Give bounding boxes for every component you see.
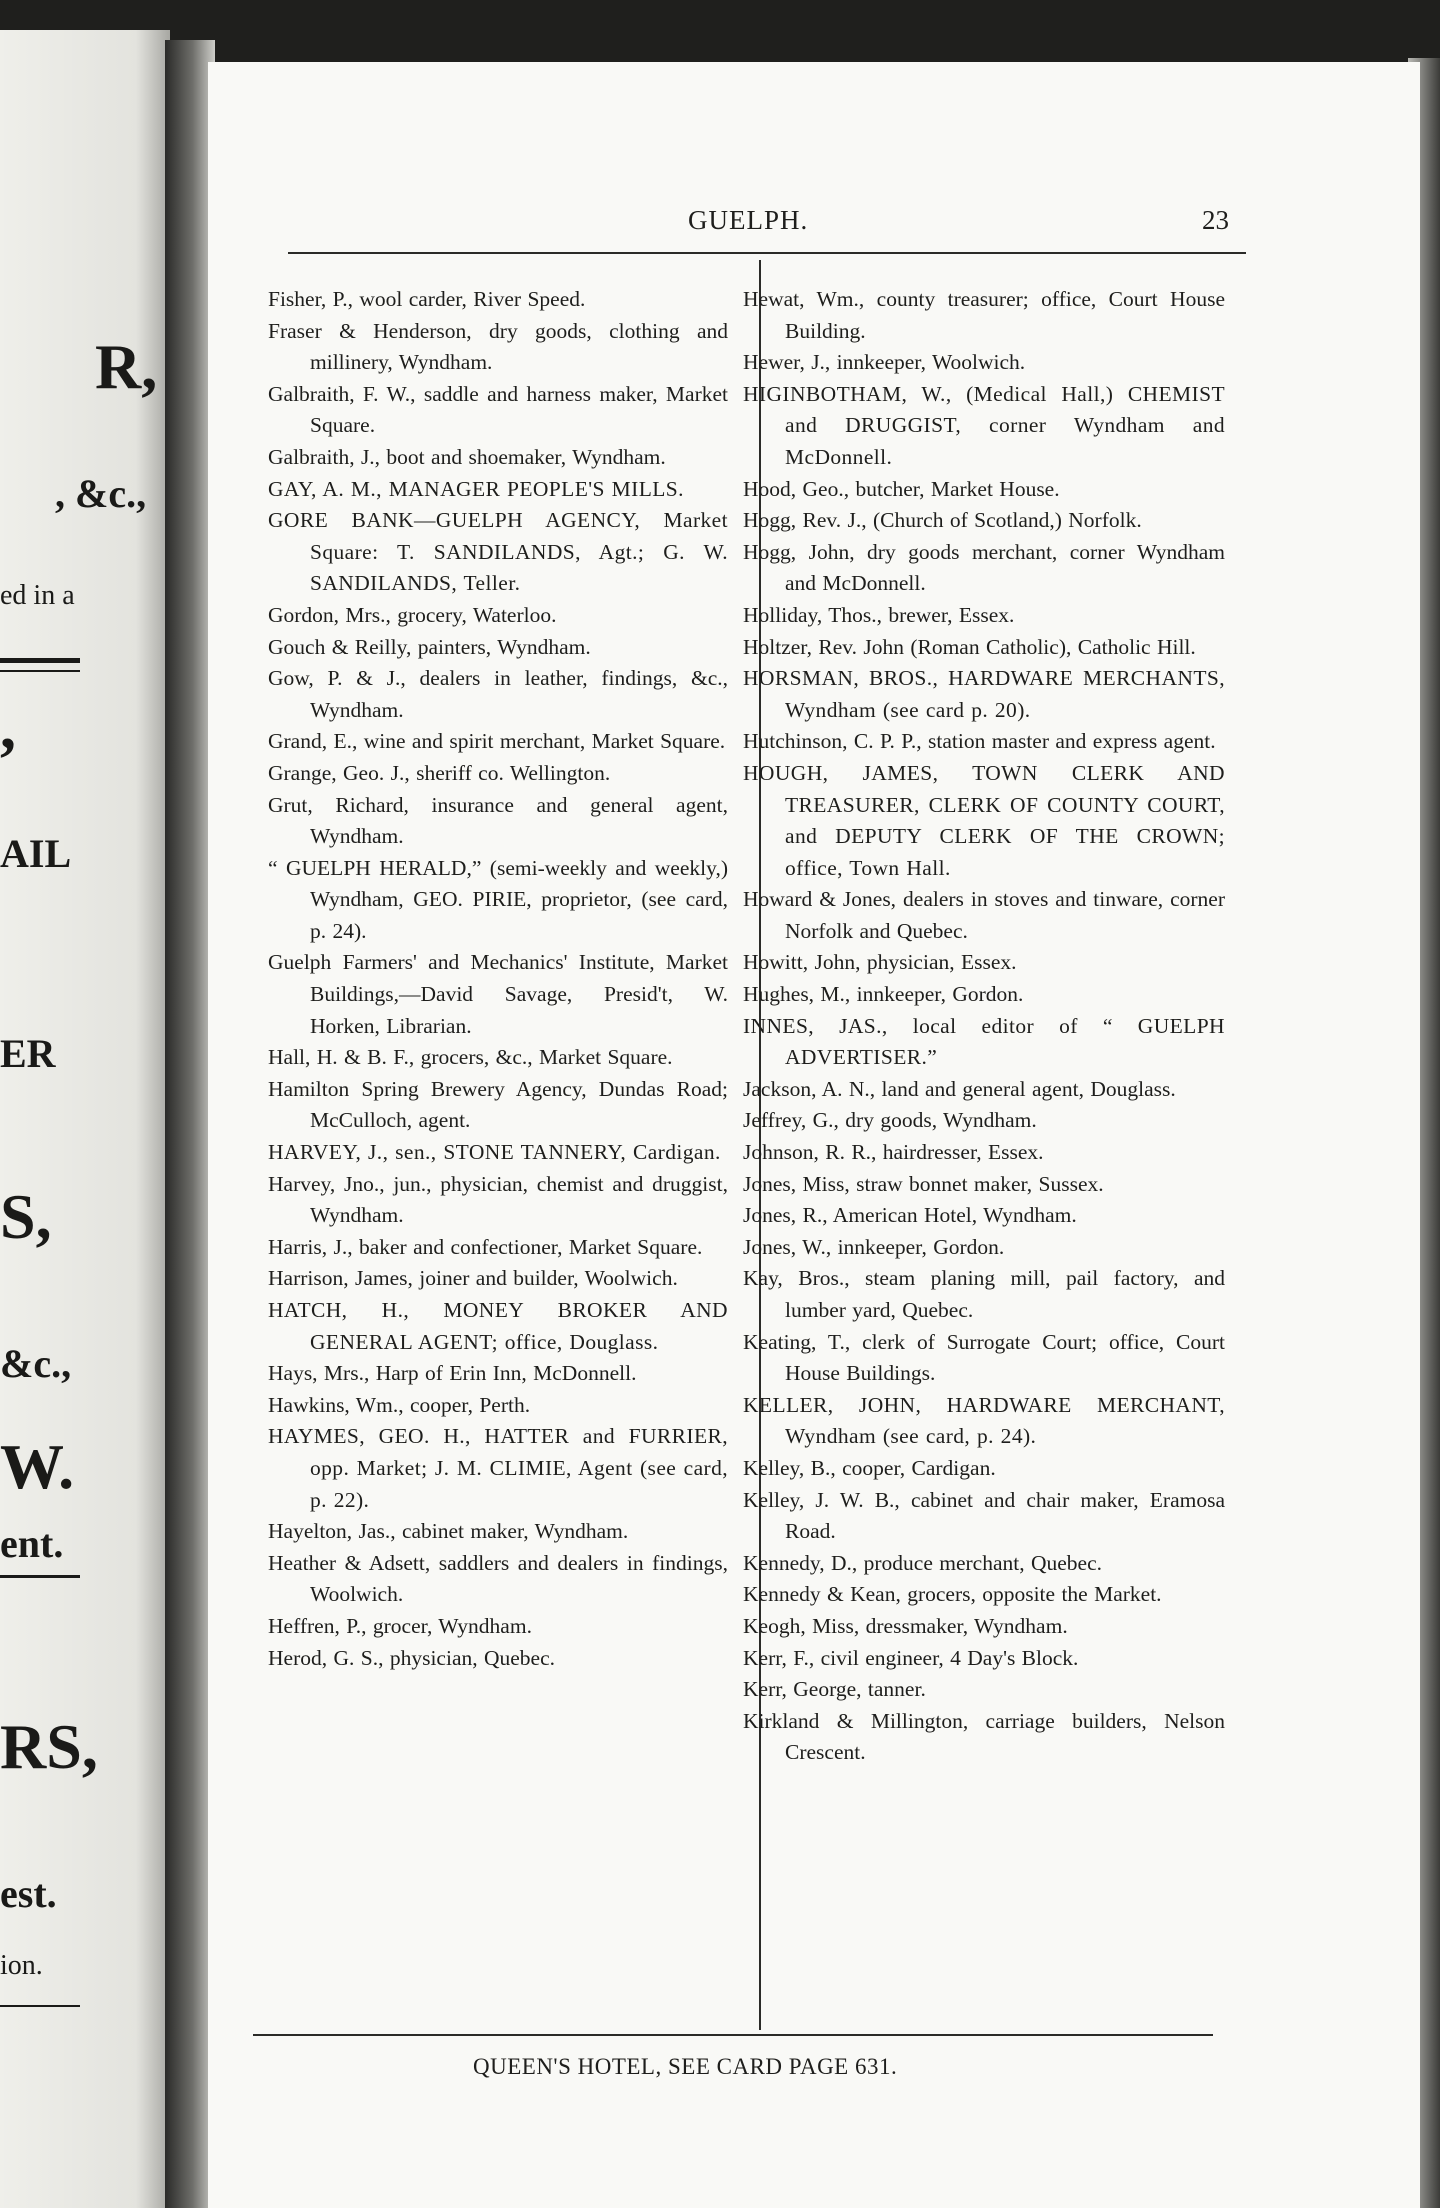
left-page-fragment: est. bbox=[0, 1871, 57, 1916]
directory-entry: Hewer, J., innkeeper, Woolwich. bbox=[743, 350, 1026, 375]
right-column bbox=[743, 284, 1225, 1769]
left-page-fragment: ed in a bbox=[0, 580, 75, 611]
directory-entry: HIGINBOTHAM, W., (Medical Hall,) CHEMIST and DRUGGIST, corner Wyndham and McDonnell. bbox=[743, 381, 1225, 469]
directory-entry: Keogh, Miss, dressmaker, Wyndham. bbox=[743, 1613, 1068, 1638]
left-page-fragment: R, bbox=[95, 331, 158, 402]
left-page-fragment: &c., bbox=[0, 1341, 72, 1386]
left-page-rule bbox=[0, 1575, 80, 1578]
directory-entry: Jones, Miss, straw bonnet maker, Sussex. bbox=[743, 1171, 1104, 1196]
directory-entry: “ GUELPH HERALD,” (semi-weekly and weekly,) Wyndham, GEO. PIRIE, proprietor, (see card, p. 24). bbox=[268, 855, 728, 943]
directory-entry: Fisher, P., wool carder, River Speed. bbox=[268, 287, 586, 311]
directory-entry: Kennedy, D., produce merchant, Quebec. bbox=[743, 1550, 1103, 1575]
directory-entry: Grand, E., wine and spirit merchant, Market Square. bbox=[268, 729, 726, 754]
directory-entry: Hawkins, Wm., cooper, Perth. bbox=[268, 1392, 531, 1417]
directory-entry: Harvey, Jno., jun., physician, chemist and druggist, Wyndham. bbox=[268, 1171, 728, 1228]
left-page-fragment: ion. bbox=[0, 1950, 43, 1981]
directory-entry: Hogg, Rev. J., (Church of Scotland,) Norfolk. bbox=[743, 508, 1142, 533]
directory-entry: Hutchinson, C. P. P., station master and express agent. bbox=[743, 729, 1216, 754]
directory-entry: Kelley, B., cooper, Cardigan. bbox=[743, 1455, 996, 1480]
directory-entry: Gordon, Mrs., grocery, Waterloo. bbox=[268, 602, 557, 627]
directory-entry: Keating, T., clerk of Surrogate Court; office, Court House Buildings. bbox=[743, 1329, 1225, 1386]
directory-entry: KELLER, JOHN, HARDWARE MERCHANT, Wyndham (see card, p. 24). bbox=[743, 1392, 1225, 1449]
left-page-fragment: S, bbox=[0, 1181, 52, 1252]
footer-rule bbox=[253, 2034, 1213, 2036]
directory-entry: Herod, G. S., physician, Quebec. bbox=[268, 1645, 556, 1670]
directory-entry: Grange, Geo. J., sheriff co. Wellington. bbox=[268, 760, 611, 785]
directory-entry: Jones, W., innkeeper, Gordon. bbox=[743, 1234, 1005, 1259]
directory-entry: Howard & Jones, dealers in stoves and tinware, corner Norfolk and Quebec. bbox=[743, 887, 1225, 943]
directory-entry: Hughes, M., innkeeper, Gordon. bbox=[743, 982, 1024, 1007]
left-page-fragment: , bbox=[0, 691, 16, 762]
directory-entry: Hogg, John, dry goods merchant, corner Wyndham and McDonnell. bbox=[743, 539, 1225, 596]
left-page-fragment: RS, bbox=[0, 1711, 98, 1782]
left-page-fragment: ER bbox=[0, 1031, 56, 1076]
page-number: 23 bbox=[1202, 205, 1229, 235]
directory-entry: Heather & Adsett, saddlers and dealers in findings, Woolwich. bbox=[268, 1550, 728, 1607]
page-footer: QUEEN'S HOTEL, SEE CARD PAGE 631. bbox=[473, 2054, 898, 2079]
directory-entry: Guelph Farmers' and Mechanics' Institute, Market Buildings,—David Savage, Presid't, W. Horken, Librarian. bbox=[268, 950, 728, 1038]
left-page-rule bbox=[0, 670, 80, 672]
directory-entry: HOUGH, JAMES, TOWN CLERK AND TREASURER, CLERK OF COUNTY COURT, and DEPUTY CLERK OF THE CROWN; office, Town Hall. bbox=[743, 760, 1225, 880]
directory-entry: Kerr, George, tanner. bbox=[743, 1677, 926, 1702]
directory-entry: Hays, Mrs., Harp of Erin Inn, McDonnell. bbox=[268, 1361, 637, 1386]
directory-entry: HATCH, H., MONEY BROKER AND GENERAL AGENT; office, Douglass. bbox=[268, 1298, 728, 1354]
left-page-fragment: , &c., bbox=[55, 471, 147, 516]
directory-page bbox=[208, 62, 1420, 2208]
directory-entry: Harrison, James, joiner and builder, Woolwich. bbox=[268, 1266, 678, 1291]
header-rule bbox=[288, 252, 1246, 254]
directory-entry: Johnson, R. R., hairdresser, Essex. bbox=[743, 1140, 1044, 1165]
directory-entry: Kay, Bros., steam planing mill, pail factory, and lumber yard, Quebec. bbox=[743, 1266, 1225, 1322]
directory-entry: Kirkland & Millington, carriage builders, Nelson Crescent. bbox=[743, 1708, 1225, 1765]
directory-entry: Fraser & Henderson, dry goods, clothing and millinery, Wyndham. bbox=[268, 318, 728, 375]
left-page-rule bbox=[0, 658, 80, 663]
directory-entry: Heffren, P., grocer, Wyndham. bbox=[268, 1613, 532, 1638]
directory-entry: Gouch & Reilly, painters, Wyndham. bbox=[268, 634, 591, 659]
directory-entry: Hall, H. & B. F., grocers, &c., Market Square. bbox=[268, 1045, 673, 1070]
running-head: GUELPH. bbox=[688, 205, 809, 235]
directory-entry: Jeffrey, G., dry goods, Wyndham. bbox=[743, 1108, 1037, 1133]
directory-entry: Holliday, Thos., brewer, Essex. bbox=[743, 602, 1015, 627]
directory-entry: Harris, J., baker and confectioner, Market Square. bbox=[268, 1234, 703, 1259]
left-page-rule bbox=[0, 2005, 80, 2007]
directory-entry: Grut, Richard, insurance and general agent, Wyndham. bbox=[268, 792, 728, 849]
directory-entry: GAY, A. M., MANAGER PEOPLE'S MILLS. bbox=[268, 476, 684, 501]
directory-entry: Jackson, A. N., land and general agent, Douglass. bbox=[743, 1076, 1176, 1101]
directory-entry: Hayelton, Jas., cabinet maker, Wyndham. bbox=[268, 1519, 629, 1544]
directory-entry: HORSMAN, BROS., HARDWARE MERCHANTS, Wyndham (see card p. 20). bbox=[743, 666, 1225, 722]
dark-background bbox=[0, 0, 1440, 70]
left-page-fragment: W. bbox=[0, 1431, 75, 1502]
directory-entry: HAYMES, GEO. H., HATTER and FURRIER, opp. Market; J. M. CLIMIE, Agent (see card, p. 22). bbox=[268, 1424, 728, 1512]
directory-entry: Jones, R., American Hotel, Wyndham. bbox=[743, 1203, 1077, 1228]
directory-entry: HARVEY, J., sen., STONE TANNERY, Cardigan. bbox=[268, 1140, 721, 1165]
directory-entry: Holtzer, Rev. John (Roman Catholic), Catholic Hill. bbox=[743, 634, 1196, 659]
directory-entry: Galbraith, F. W., saddle and harness maker, Market Square. bbox=[268, 381, 728, 438]
left-page-fragment: AIL bbox=[0, 831, 72, 876]
directory-entry: Galbraith, J., boot and shoemaker, Wyndham. bbox=[268, 444, 666, 469]
directory-entry: Hewat, Wm., county treasurer; office, Court House Building. bbox=[743, 287, 1225, 343]
directory-entry: INNES, JAS., local editor of “ GUELPH ADVERTISER.” bbox=[743, 1013, 1225, 1070]
directory-entry: GORE BANK—GUELPH AGENCY, Market Square: T. SANDILANDS, Agt.; G. W. SANDILANDS, Teller. bbox=[268, 508, 728, 596]
directory-entry: Kerr, F., civil engineer, 4 Day's Block. bbox=[743, 1645, 1079, 1670]
directory-entry: Howitt, John, physician, Essex. bbox=[743, 950, 1017, 975]
directory-entry: Kelley, J. W. B., cabinet and chair maker, Eramosa Road. bbox=[743, 1487, 1225, 1544]
directory-entry: Kennedy & Kean, grocers, opposite the Market. bbox=[743, 1582, 1162, 1607]
left-page-fragment: ent. bbox=[0, 1521, 64, 1566]
previous-page-edge bbox=[0, 30, 170, 2208]
directory-entry: Gow, P. & J., dealers in leather, findings, &c., Wyndham. bbox=[268, 666, 728, 722]
directory-entry: Hood, Geo., butcher, Market House. bbox=[743, 476, 1060, 501]
left-column bbox=[268, 284, 728, 1674]
directory-entry: Hamilton Spring Brewery Agency, Dundas Road; McCulloch, agent. bbox=[268, 1076, 728, 1133]
